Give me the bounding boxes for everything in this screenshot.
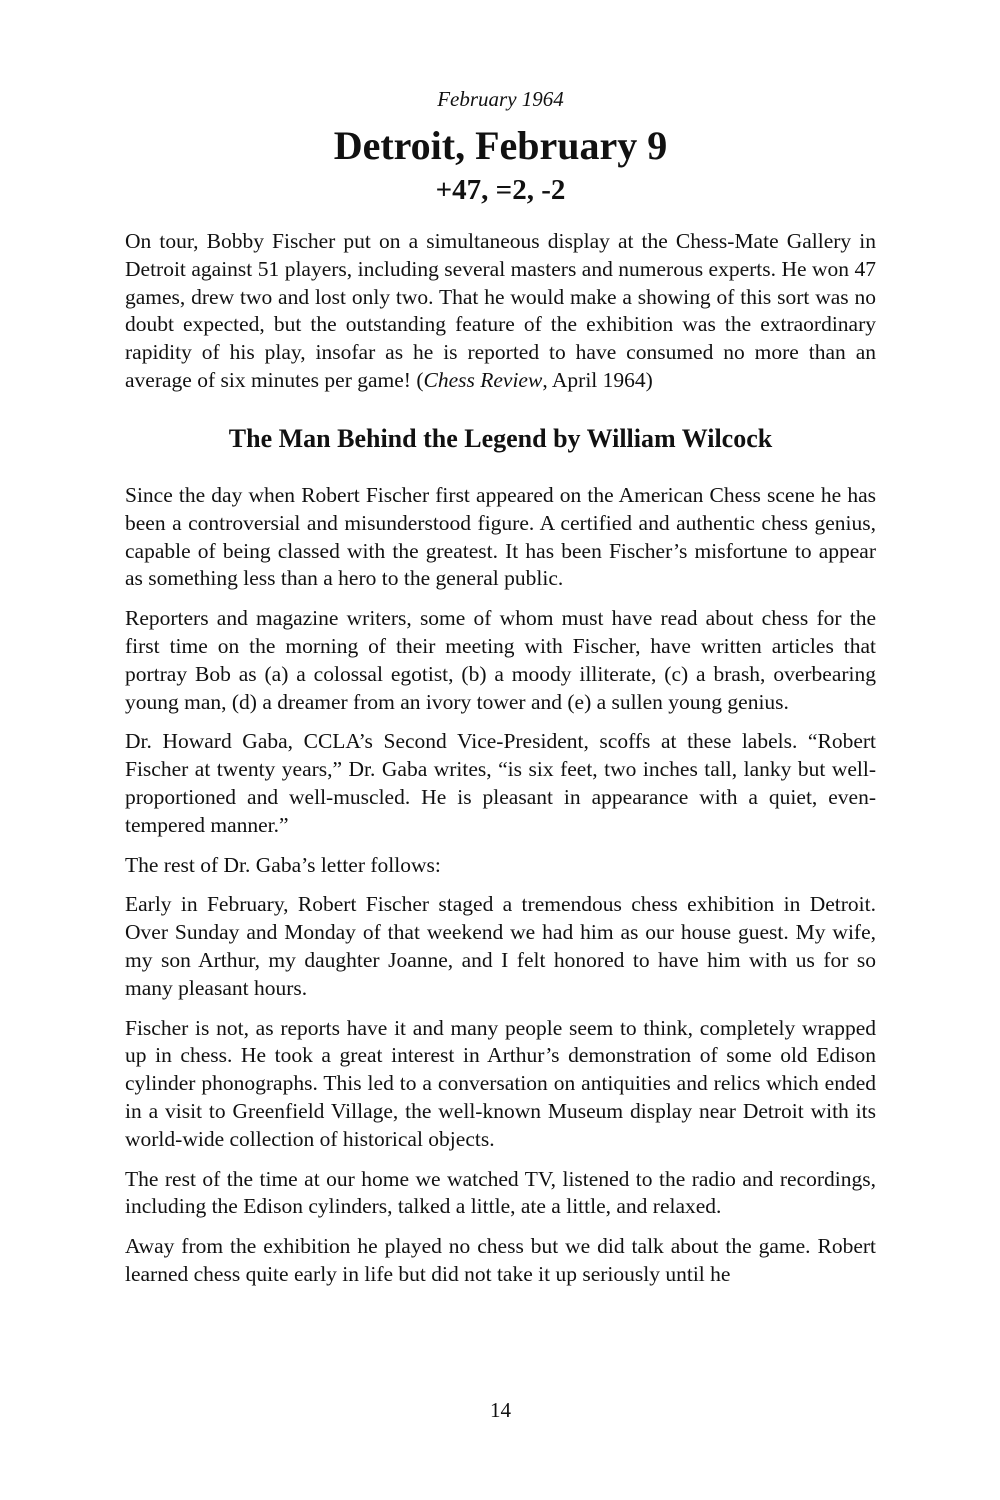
source-date: , April 1964) <box>542 367 653 392</box>
article-paragraph: Away from the exhibition he played no chess but we did talk about the game. Robert learned chess quite early in life but did not take it up seriously until he <box>125 1234 876 1286</box>
article-paragraph: Dr. Howard Gaba, CCLA’s Second Vice-President, scoffs at these labels. “Robert Fischer at twenty years,” Dr. Gaba writes, “is six feet, two inches tall, lanky but well-proportioned and well-muscled. He is pleasant in appearance with a quiet, even-tempered manner.” <box>125 729 876 837</box>
page-title: Detroit, February 9 <box>333 123 668 168</box>
article-paragraph: Since the day when Robert Fischer first appeared on the American Chess scene he has been a controversial and misunderstood figure. A certified and authentic chess genius, capable of being classed with the greatest. It has been Fischer’s misfortune to appear as something less than a hero to the general public. <box>125 483 876 591</box>
article-heading: The Man Behind the Legend by William Wilcock <box>228 424 773 453</box>
intro-text: On tour, Bobby Fischer put on a simultaneous display at the Chess-Mate Gallery in Detroit against 51 players, including several masters and numerous experts. He won 47 games, drew two and lost only two. That he would make a showing of this sort was no doubt expected, but the outstanding feature of the exhibition was the extraordinary rapidity of his play, insofar as he is reported to have consumed no more than an average of six minutes per game! ( <box>125 229 876 392</box>
article-body <box>125 482 876 1301</box>
intro-paragraph <box>125 228 876 395</box>
intro-section <box>125 228 876 407</box>
date-line: February 1964 <box>437 87 564 111</box>
article-paragraph: Early in February, Robert Fischer staged a tremendous chess exhibition in Detroit. Over Sunday and Monday of that weekend we had him as our house guest. My wife, my son Arthur, my daughter Joanne, and I felt honored to have him with us for so many pleasant hours. <box>125 892 876 1000</box>
source-title: Chess Review <box>423 367 543 392</box>
exhibition-score: +47, =2, -2 <box>435 174 566 206</box>
article-paragraph: The rest of Dr. Gaba’s letter follows: <box>125 852 441 877</box>
article-paragraph: The rest of the time at our home we watched TV, listened to the radio and recordings, including the Edison cylinders, talked a little, ate a little, and relaxed. <box>125 1166 876 1219</box>
article-paragraph: Fischer is not, as reports have it and many people seem to think, completely wrapped up in chess. He took a great interest in Arthur’s demonstration of some old Edison cylinder phonographs. This led to a conversation on antiquities and relics which ended in a visit to Greenfield Village, the well-known Museum display near Detroit with its world-wide collection of historical objects. <box>125 1015 876 1151</box>
article-paragraph: Reporters and magazine writers, some of whom must have read about chess for the first time on the morning of their meeting with Fischer, have written articles that portray Bob as (a) a colossal egotist, (b) a moody illiterate, (c) a brash, overbearing young man, (d) a dreamer from an ivory tower and (e) a sullen young genius. <box>125 606 876 714</box>
page-number: 14 <box>490 1398 511 1422</box>
